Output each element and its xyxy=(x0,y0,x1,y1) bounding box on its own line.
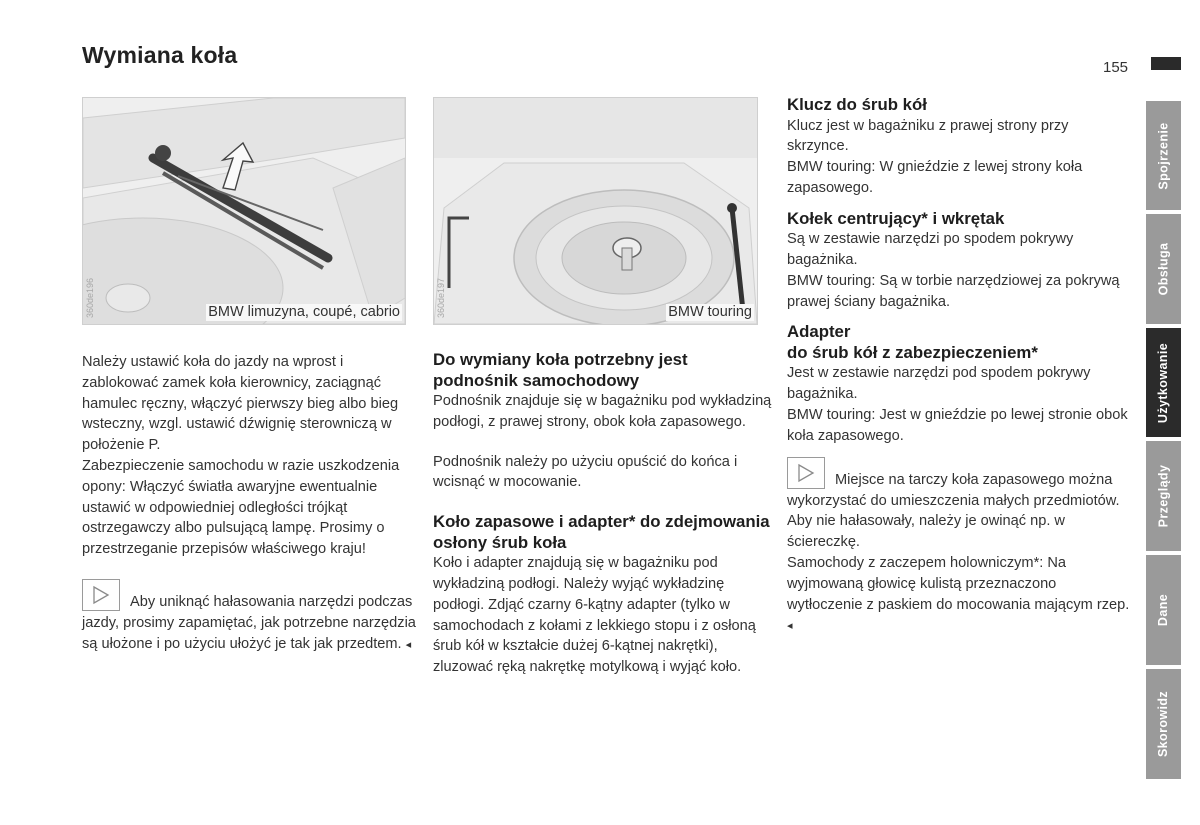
note-text: Miejsce na tarczy koła zapasowego można wykorzystać do umieszczenia małych przedmiotów. Aby nie hałasowały, należy je owinąć np. w ściereczkę. xyxy=(787,471,1120,551)
note-icon xyxy=(82,579,120,611)
figure-caption: BMW touring xyxy=(668,304,752,320)
end-mark: ◂ xyxy=(405,638,412,651)
paragraph-jack-location: Podnośnik znajduje się w bagażniku pod wykładziną podłogi, z prawej strony, obok koła zapasowego. xyxy=(433,393,772,430)
column-3 xyxy=(787,95,1132,637)
paragraph-adapter-touring: BMW touring: Jest w gnieździe po lewej stronie obok koła zapasowego. xyxy=(787,406,1128,444)
paragraph-vehicle-safety: Zabezpieczenie samochodu w razie uszkodzenia opony: Włączyć światła awaryjne ewentualnie ustawić w odpowiedniej odległości trójkąt ostrzegawczy albo pulsującą lampę. Prosimy o przestrzeganie przepisów właściwego kraju! xyxy=(82,457,400,558)
page-number: 155 xyxy=(1103,59,1129,76)
heading-adapter: Adapter do śrub kół z zabezpieczeniem* xyxy=(787,322,1038,362)
jack-illustration xyxy=(83,98,405,324)
side-tab-uzytkowanie[interactable]: Użytkowanie xyxy=(1146,328,1181,437)
paragraph-wheel-position: Należy ustawić koła do jazdy na wprost i zablokować zamek koła kierownicy, zaciągnąć hamulec ręczny, włączyć pierwszy bieg albo bieg wsteczny, wzgl. ustawić dźwignię sterowniczą w położenie P. xyxy=(82,354,399,454)
figure-jack-sedan xyxy=(82,97,406,325)
figure-spare-wheel-touring xyxy=(433,97,758,325)
heading-jack: Do wymiany koła potrzebny jest podnośnik samochodowy xyxy=(433,350,688,390)
note-tools xyxy=(82,579,418,656)
paragraph-adapter: Jest w zestawie narzędzi pod spodem pokrywy bagażnika. xyxy=(787,365,1091,403)
figure-code: 360de197 xyxy=(436,277,446,318)
side-tab-dane[interactable]: Dane xyxy=(1146,555,1181,665)
paragraph-wrench-touring: BMW touring: W gnieździe z lewej strony koła zapasowego. xyxy=(787,159,1083,196)
figure-caption: BMW limuzyna, coupé, cabrio xyxy=(208,304,400,320)
paragraph-jack-storage: Podnośnik należy po użyciu opuścić do końca i wcisnąć w mocowanie. xyxy=(433,453,738,491)
heading-wheel-wrench: Klucz do śrub kół xyxy=(787,95,927,114)
side-tab-skorowidz[interactable]: Skorowidz xyxy=(1146,669,1181,779)
page-title: Wymiana koła xyxy=(82,42,238,68)
page-marker xyxy=(1151,57,1181,70)
side-tab-spojrzenie[interactable]: Spojrzenie xyxy=(1146,101,1181,210)
paragraph-centering-pin-touring: BMW touring: Są w torbie narzędziowej za pokrywą prawej ściany bagażnika. xyxy=(787,272,1120,310)
paragraph-tow-hook: Samochody z zaczepem holowniczym*: Na wyjmowaną głowicę kulistą przeznaczono wytłoczenie z paskiem do mocowania mającym rzep. ◂ xyxy=(787,554,1130,633)
column-2 xyxy=(433,350,773,678)
note-text: Aby uniknąć hałasowania narzędzi podczas jazdy, prosimy zapamiętać, jak potrzebne narzędzia są ułożone i po użyciu ułożyć je tak jak przedtem. xyxy=(82,594,416,652)
side-tab-obsluga[interactable]: Obsługa xyxy=(1146,214,1181,324)
note-spare-wheel-space xyxy=(787,457,1132,553)
figure-code: 360de196 xyxy=(85,277,95,318)
heading-spare-wheel: Koło zapasowe i adapter* do zdejmowania osłony śrub koła xyxy=(433,512,770,552)
side-tab-przeglady[interactable]: Przeglądy xyxy=(1146,441,1181,551)
note-icon xyxy=(787,457,825,489)
heading-centering-pin: Kołek centrujący* i wkrętak xyxy=(787,208,1005,228)
end-mark: ◂ xyxy=(787,620,793,633)
paragraph-wrench: Klucz jest w bagażniku z prawej strony przy skrzynce. xyxy=(787,117,1069,155)
spare-wheel-illustration xyxy=(434,98,757,324)
paragraph-spare-wheel: Koło i adapter znajdują się w bagażniku pod wykładziną podłogi. Należy wyjąć wykładzinę podłogi. Zdjąć czarny 6-kątny adapter (tylko w samochodach z kołami z lekkiego stopu i z osłoną śrub kół w kształcie dużej 6-kątnej nakrętki), zluzować ręką nakrętkę motylkową i wyjąć koło. xyxy=(433,555,756,676)
paragraph-centering-pin: Są w zestawie narzędzi po spodem pokrywy bagażnika. xyxy=(787,231,1074,268)
column-1 xyxy=(82,352,418,656)
